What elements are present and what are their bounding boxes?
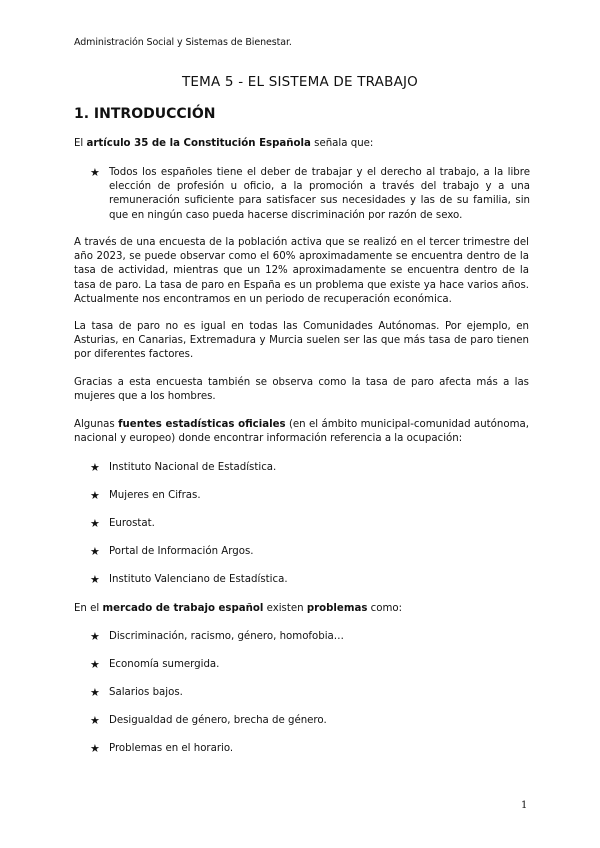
star-bullet-icon: ★ [90,461,100,474]
women-paragraph: Gracias a esta encuesta también se observa como la tasa de paro afecta más a las mujeres que a los hombres. [74,377,529,403]
list-item: ★ Economía sumergida. [90,658,220,671]
star-bullet-icon: ★ [90,489,100,502]
star-bullet-icon: ★ [90,166,100,179]
list-item: ★ Instituto Nacional de Estadística. [90,461,277,474]
list-item: ★ Instituto Valenciano de Estadística. [90,573,288,586]
star-bullet-icon: ★ [90,545,100,558]
star-bullet-icon: ★ [90,573,100,586]
list-item: ★ Discriminación, racismo, género, homofobia… [90,630,344,643]
list-item: ★ Desigualdad de género, brecha de género. [90,714,327,727]
page-number: 1 [521,800,528,811]
list-item: ★ Problemas en el horario. [90,742,234,755]
list-item: ★ Portal de Información Argos. [90,545,254,558]
page-header: Administración Social y Sistemas de Bienestar. [74,37,292,48]
star-bullet-icon: ★ [90,658,100,671]
market-paragraph: En el mercado de trabajo español existen problemas como: [74,603,403,614]
star-bullet-icon: ★ [90,630,100,643]
star-bullet-icon: ★ [90,742,100,755]
survey-paragraph: A través de una encuesta de la población activa que se realizó en el tercer trimestre del año 2023, se puede observar como el 60% aproximadamente se encuentra dentro de la tasa de actividad, mientras que un 12% aproximadamente se encuentra dentro de la tasa de paro. La tasa de paro en España es un problema que existe ya hace varios años. Actualmente nos encontramos en un periodo de recuperación económica. [74,237,529,305]
page-title: TEMA 5 - EL SISTEMA DE TRABAJO [181,74,419,90]
list-item: ★ Mujeres en Cifras. [90,489,201,502]
regions-paragraph: La tasa de paro no es igual en todas las Comunidades Autónomas. Por ejemplo, en Asturias, en Canarias, Extremadura y Murcia suelen ser las que más tasa de paro tienen por diferentes factores. [74,321,529,361]
star-bullet-icon: ★ [90,686,100,699]
star-bullet-icon: ★ [90,714,100,727]
article-bullet [90,166,530,223]
star-bullet-icon: ★ [90,517,100,530]
sources-paragraph: Algunas fuentes estadísticas oficiales (en el ámbito municipal-comunidad autónoma, nacional y europeo) donde encontrar información referencia a la ocupación: [74,419,530,445]
intro-paragraph: El artículo 35 de la Constitución Española señala que: [74,138,374,149]
section-heading: 1. INTRODUCCIÓN [74,106,216,122]
list-item: ★ Eurostat. [90,517,155,530]
list-item: ★ Salarios bajos. [90,686,183,699]
article-bullet-text: Todos los españoles tiene el deber de trabajar y el derecho al trabajo, a la libre elección de profesión u oficio, a la promoción a través del trabajo y a una remuneración suficiente para satisfacer sus necesidades y las de su familia, sin que en ningún caso pueda hacerse discriminación por razón de sexo. [109,167,530,221]
